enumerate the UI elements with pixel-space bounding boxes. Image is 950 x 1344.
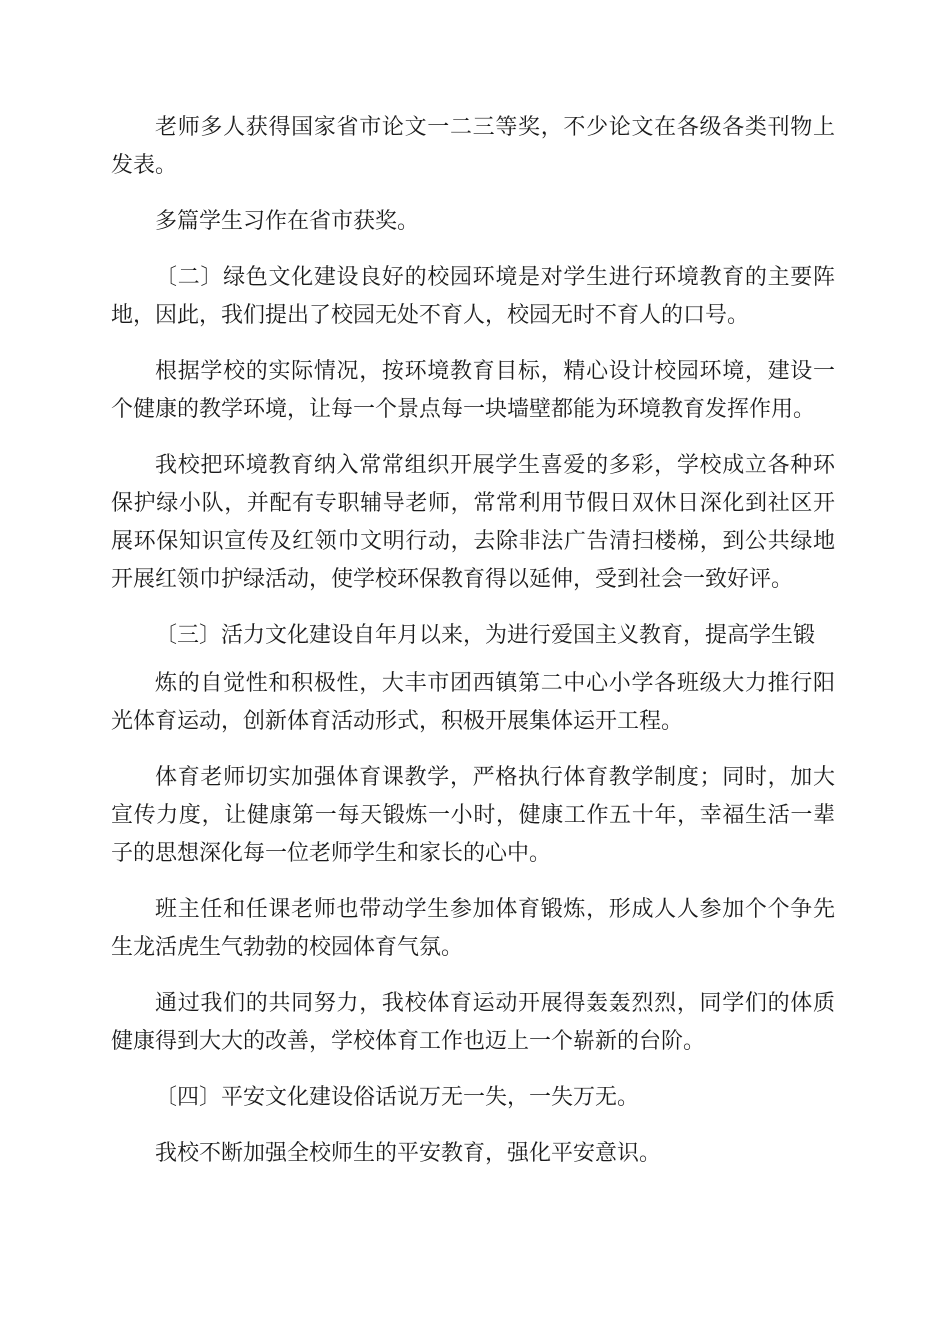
paragraph-11: 〔四〕平安文化建设俗话说万无一失，一失万无。 — [155, 1085, 640, 1110]
paragraph-8: 体育老师切实加强体育课教学，严格执行体育教学制度；同时，加大宣传力度，让健康第一每天锻炼一小时，健康工作五十年，幸福生活一辈子的思想深化每一位老师学生和家长的心中。 — [111, 765, 835, 866]
paragraph-1: 老师多人获得国家省市论文一二三等奖，不少论文在各级各类刊物上发表。 — [111, 115, 835, 178]
paragraph-3: 〔二〕绿色文化建设良好的校园环境是对学生进行环境教育的主要阵地，因此，我们提出了校园无处不育人，校园无时不育人的口号。 — [111, 265, 835, 328]
paragraph-6: 〔三〕活力文化建设自年月以来，为进行爱国主义教育，提高学生锻 — [155, 623, 816, 648]
paragraph-10: 通过我们的共同努力，我校体育运动开展得轰轰烈烈，同学们的体质健康得到大大的改善，学校体育工作也迈上一个崭新的台阶。 — [111, 991, 835, 1054]
paragraph-5: 我校把环境教育纳入常常组织开展学生喜爱的多彩，学校成立各种环保护绿小队，并配有专职辅导老师，常常利用节假日双休日深化到社区开展环保知识宣传及红领巾文明行动，去除非法广告清扫楼梯，到公共绿地开展红领巾护绿活动，使学校环保教育得以延伸，受到社会一致好评。 — [111, 453, 835, 592]
paragraph-2: 多篇学生习作在省市获奖。 — [155, 209, 420, 234]
paragraph-4: 根据学校的实际情况，按环境教育目标，精心设计校园环境，建设一个健康的教学环境，让每一个景点每一块墙壁都能为环境教育发挥作用。 — [111, 359, 835, 422]
paragraph-7: 炼的自觉性和积极性，大丰市团西镇第二中心小学各班级大力推行阳光体育运动，创新体育活动形式，积极开展集体运开工程。 — [111, 671, 835, 734]
paragraph-9: 班主任和任课老师也带动学生参加体育锻炼，形成人人参加个个争先生龙活虎生气勃勃的校园体育气氛。 — [111, 897, 835, 960]
paragraph-12: 我校不断加强全校师生的平安教育，强化平安意识。 — [155, 1141, 662, 1166]
document-body — [111, 109, 835, 1191]
